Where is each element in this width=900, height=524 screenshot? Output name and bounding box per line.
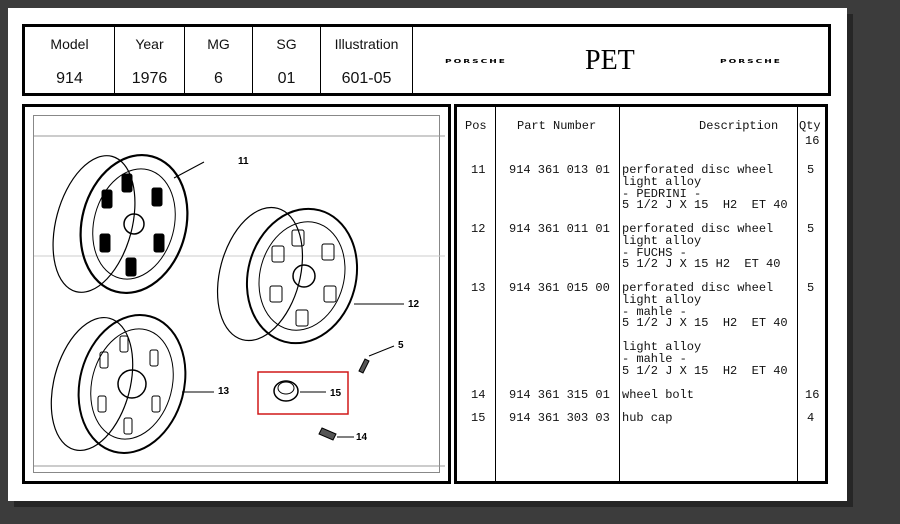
row-description: perforated disc wheel light alloy - FUCHS - 5 1/2 J X 15 H2 ET 40 [622,222,781,272]
pos-header: Pos [465,119,487,133]
illustration-label: Illustration [334,36,399,52]
illustration-panel [22,104,451,484]
header-bar [22,24,831,96]
brand-logo-right: PORSCHE [720,59,782,65]
model-label: Model [50,36,89,52]
model-value: 914 [56,70,83,87]
column-divider [797,107,798,481]
callout-15: 15 [330,388,342,399]
row-part-number: 914 361 015 00 [509,281,610,295]
row-pos: 12 [471,222,486,236]
illustration-cell [321,27,413,93]
illustration-frame [33,115,440,473]
callout-5: 5 [398,340,404,351]
qty-header: Qty [799,119,821,133]
row-part-number: 914 361 315 01 [509,388,610,402]
year-cell [115,27,185,93]
parts-sheet [8,8,847,501]
row-description: perforated disc wheel light alloy - PEDRINI - 5 1/2 J X 15 H2 ET 40 [622,163,788,213]
column-divider [619,107,620,481]
row-qty: 16 [805,388,820,402]
row-qty: 5 [807,163,815,177]
year-value: 1976 [131,70,168,87]
row-part-number: 914 361 011 01 [509,222,610,236]
part-number-header: Part Number [517,119,597,133]
callout-12: 12 [408,299,420,310]
wheel-12-drawing [204,196,404,355]
row-pos: 14 [471,388,486,402]
row-pos: 15 [471,411,486,425]
model-cell [25,27,115,93]
callout-13: 13 [218,386,230,397]
wheel-bolt-14-drawing [319,428,354,440]
sg-value: 01 [277,70,296,87]
row-description: hub cap [622,411,673,425]
column-divider [495,107,496,481]
sg-label: SG [276,36,297,52]
row-pos: 11 [471,163,486,177]
callout-11: 11 [238,156,249,167]
row-description: perforated disc wheel light alloy - mahle - 5 1/2 J X 15 H2 ET 40 light alloy - mahle - 5 1/2 J X 15 H2 ET 40 [622,281,788,378]
wheel-11-drawing [39,143,204,305]
mg-cell [185,27,253,93]
brand-logo-left: PORSCHE [445,59,507,65]
wheel-13-drawing [38,303,214,465]
description-header: Description [699,119,779,133]
callout-14: 14 [356,432,368,443]
row-description: wheel bolt [622,388,695,402]
sg-cell [253,27,321,93]
bolt-5-drawing [359,346,394,373]
mg-label: MG [207,36,230,52]
row-pos: 13 [471,281,486,295]
illustration-value: 601-05 [341,70,392,87]
row-part-number: 914 361 303 03 [509,411,610,425]
row-part-number: 914 361 013 01 [509,163,610,177]
year-label: Year [135,36,164,52]
page-title: PET [585,45,635,76]
row-qty: 5 [807,222,815,236]
mg-value: 6 [214,70,223,87]
row-qty: 4 [807,411,815,425]
exploded-view-drawing [34,116,445,478]
row-qty: 5 [807,281,815,295]
parts-table [454,104,828,484]
qty-total: 16 [805,134,820,148]
